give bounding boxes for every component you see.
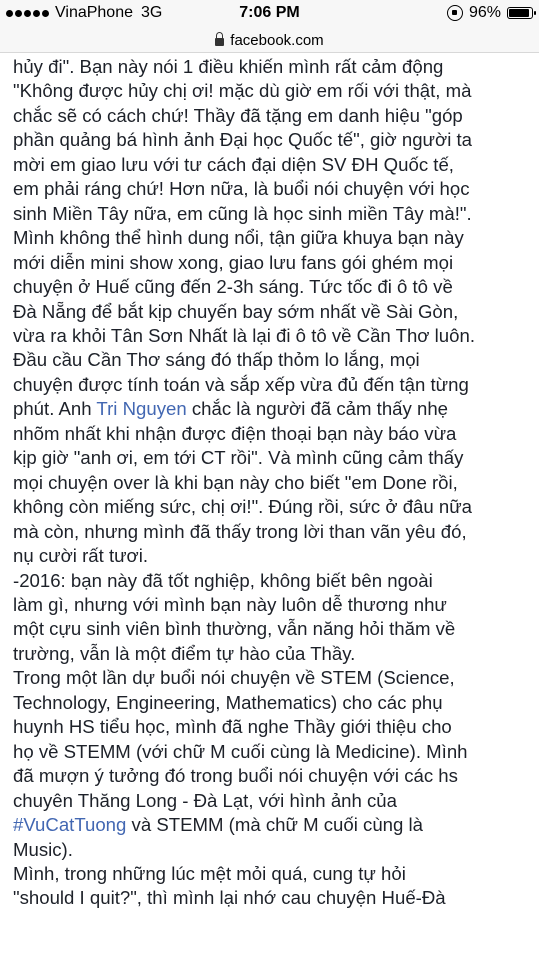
- rotation-lock-icon: [447, 5, 463, 21]
- post-text-line: [13, 300, 535, 324]
- network-type: 3G: [141, 4, 163, 21]
- post-text-line: [13, 838, 535, 862]
- post-text-line: [13, 275, 535, 299]
- post-text-line: [13, 569, 535, 593]
- post-text-line: [13, 715, 535, 739]
- post-text-line: [13, 446, 535, 470]
- post-text-line: [13, 764, 535, 788]
- status-time: 7:06 PM: [239, 4, 300, 21]
- post-text-line: [13, 691, 535, 715]
- post-text: mời em giao lưu với tư cách đại diện SV ĐH Quốc tế,: [13, 153, 454, 175]
- post-text: chuyên Thăng Long - Đà Lạt, với hình ảnh của: [13, 789, 397, 811]
- status-bar: [0, 0, 539, 28]
- padlock-icon: [215, 38, 224, 46]
- battery-icon: [507, 7, 533, 19]
- post-text: một cựu sinh viên bình thường, vẫn năng hỏi thăm về: [13, 618, 456, 640]
- post-text-line: [13, 813, 535, 837]
- post-text: mà còn, nhưng mình đã thấy trong lời than vãn yêu đó,: [13, 520, 467, 542]
- post-text: và STEMM (mà chữ M cuối cùng là: [126, 814, 423, 836]
- post-text-line: [13, 789, 535, 813]
- address-bar[interactable]: [0, 28, 539, 53]
- post-text-line: [13, 79, 535, 103]
- post-text: Mình, trong những lúc mệt mỏi quá, cung tự hỏi: [13, 862, 406, 884]
- profile-link[interactable]: Tri Nguyen: [96, 398, 187, 420]
- post-text-line: [13, 593, 535, 617]
- battery-fill: [509, 9, 529, 17]
- post-body: [13, 55, 535, 911]
- post-text: -2016: bạn này đã tốt nghiệp, không biết bên ngoài: [13, 569, 433, 591]
- post-text: chắc sẽ có cách chứ! Thầy đã tặng em danh hiệu "góp: [13, 104, 463, 126]
- post-text: Technology, Engineering, Mathematics) cho các phụ: [13, 691, 443, 713]
- post-text: mới diễn mini show xong, giao lưu fans gói ghém mọi: [13, 251, 454, 273]
- battery-percent: 96%: [468, 4, 501, 21]
- post-text-line: [13, 617, 535, 641]
- post-text-line: [13, 886, 535, 910]
- post-text: chuyện ở Huế cũng đến 2-3h sáng. Tức tốc đi ô tô về: [13, 276, 453, 298]
- post-text: họ về STEMM (với chữ M cuối cùng là Medicine). Mình: [13, 740, 468, 762]
- post-text: làm gì, nhưng với mình bạn này luôn dễ thương như: [13, 593, 447, 615]
- post-text-line: [13, 128, 535, 152]
- post-text-line: [13, 202, 535, 226]
- post-text-line: [13, 740, 535, 764]
- post-text-line: [13, 153, 535, 177]
- post-text-line: [13, 471, 535, 495]
- post-text: sinh Miền Tây nữa, em cũng là học sinh miền Tây mà!".: [13, 202, 472, 224]
- post-text-line: [13, 373, 535, 397]
- post-text: kịp giờ "anh ơi, em tới CT rồi". Và mình cũng cảm thấy: [13, 447, 464, 469]
- post-text: em phải ráng chứ! Hơn nữa, là buổi nói chuyện với học: [13, 178, 470, 200]
- post-text-line: [13, 226, 535, 250]
- post-text: chắc là người đã cảm thấy nhẹ: [186, 398, 449, 420]
- post-text-line: [13, 642, 535, 666]
- post-text: nhõm nhất khi nhận được điện thoại bạn này báo vừa: [13, 422, 457, 444]
- post-text: huynh HS tiểu học, mình đã nghe Thầy giới thiệu cho: [13, 716, 452, 738]
- post-text: phút. Anh: [13, 398, 97, 420]
- post-text: nụ cười rất tươi.: [13, 545, 149, 567]
- status-right: [447, 4, 533, 22]
- post-text: phần quảng bá hình ảnh Đại học Quốc tế", giờ người ta: [13, 129, 473, 151]
- post-text: Trong một lần dự buổi nói chuyện về STEM (Science,: [13, 667, 455, 689]
- post-text-line: [13, 544, 535, 568]
- post-text-line: [13, 495, 535, 519]
- post-text: chuyện được tính toán và sắp xếp vừa đủ đến tận từng: [13, 373, 469, 395]
- address-url[interactable]: facebook.com: [230, 31, 324, 49]
- post-text: Mình không thể hình dung nổi, tận giữa khuya bạn này: [13, 227, 464, 249]
- carrier-name: VinaPhone: [55, 4, 133, 21]
- post-text-line: [13, 862, 535, 886]
- post-text: đã mượn ý tưởng đó trong buổi nói chuyện với các hs: [13, 765, 458, 787]
- post-text: Music).: [13, 838, 73, 860]
- post-text: Đà Nẵng để bắt kịp chuyến bay sớm nhất về Sài Gòn,: [13, 300, 459, 322]
- hashtag-link[interactable]: #VuCatTuong: [13, 814, 127, 836]
- post-text-line: [13, 666, 535, 690]
- post-text-line: [13, 177, 535, 201]
- post-text-line: [13, 104, 535, 128]
- post-text-line: [13, 251, 535, 275]
- post-text: mọi chuyện over là khi bạn này cho biết "em Done rồi,: [13, 471, 458, 493]
- post-text: Đầu cầu Cần Thơ sáng đó thấp thỏm lo lắng, mọi: [13, 349, 420, 371]
- post-text-line: [13, 324, 535, 348]
- post-text-line: [13, 520, 535, 544]
- post-text: trường, vẫn là một điểm tự hào của Thầy.: [13, 642, 356, 664]
- post-text: vừa ra khỏi Tân Sơn Nhất là lại đi ô tô về Cần Thơ luôn.: [13, 324, 475, 346]
- post-text: "should I quit?", thì mình lại nhớ cau chuyện Huế-Đà: [13, 887, 446, 909]
- post-text-line: [13, 55, 535, 79]
- post-text: "Không được hủy chị ơi! mặc dù giờ em rối với thật, mà: [13, 80, 472, 102]
- post-text-line: [13, 422, 535, 446]
- post-text: hủy đi". Bạn này nói 1 điều khiến mình rất cảm động: [13, 56, 444, 77]
- post-text: không còn miếng sức, chị ơi!". Đúng rồi, sức ở đâu nữa: [13, 496, 473, 518]
- post-text-line: [13, 397, 535, 421]
- post-text-line: [13, 348, 535, 372]
